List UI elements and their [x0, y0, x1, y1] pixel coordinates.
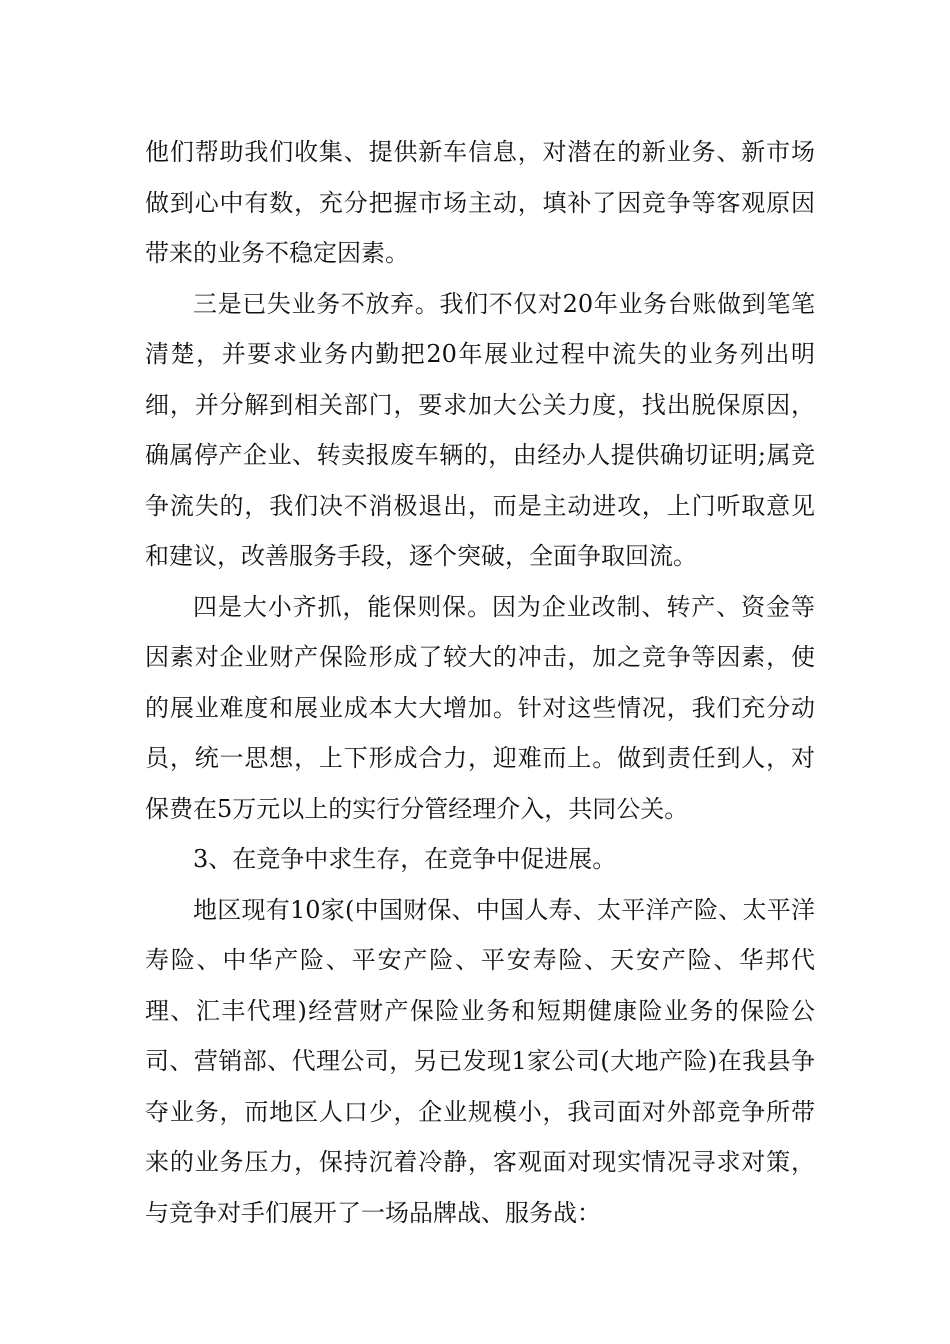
paragraph-large-and-small: 四是大小齐抓，能保则保。因为企业改制、转产、资金等因素对企业财产保险形成了较大的冲击，加之竞争等因素，使的展业难度和展业成本大大增加。针对这些情况，我们充分动员，统一思想，上下形成合力，迎难而上。做到责任到人，对保费在5万元以上的实行分管经理介入，共同公关。 [145, 592, 815, 823]
paragraph-continuation: 他们帮助我们收集、提供新车信息，对潜在的新业务、新市场做到心中有数，充分把握市场主动，填补了因竞争等客观原因带来的业务不稳定因素。 [145, 138, 815, 267]
paragraph-local-market: 地区现有10家(中国财保、中国人寿、太平洋产险、太平洋寿险、中华产险、平安产险、平安寿险、天安产险、华邦代理、汇丰代理)经营财产保险业务和短期健康险业务的保险公司、营销部、代理公司，另已发现1家公司(大地产险)在我县争夺业务，而地区人口少，企业规模小，我司面对外部竞争所带来的业务压力，保持沉着冷静，客观面对现实情况寻求对策，与竞争对手们展开了一场品牌战、服务战： [145, 895, 815, 1227]
section-heading-competition: 3、在竞争中求生存，在竞争中促进展。 [193, 845, 617, 873]
document-body [145, 127, 815, 1238]
paragraph-lost-business: 三是已失业务不放弃。我们不仅对20年业务台账做到笔笔清楚，并要求业务内勤把20年展业过程中流失的业务列出明细，并分解到相关部门，要求加大公关力度，找出脱保原因，确属停产企业、转卖报废车辆的，由经办人提供确切证明;属竞争流失的，我们决不消极退出，而是主动进攻，上门听取意见和建议，改善服务手段，逐个突破，全面争取回流。 [145, 289, 815, 570]
